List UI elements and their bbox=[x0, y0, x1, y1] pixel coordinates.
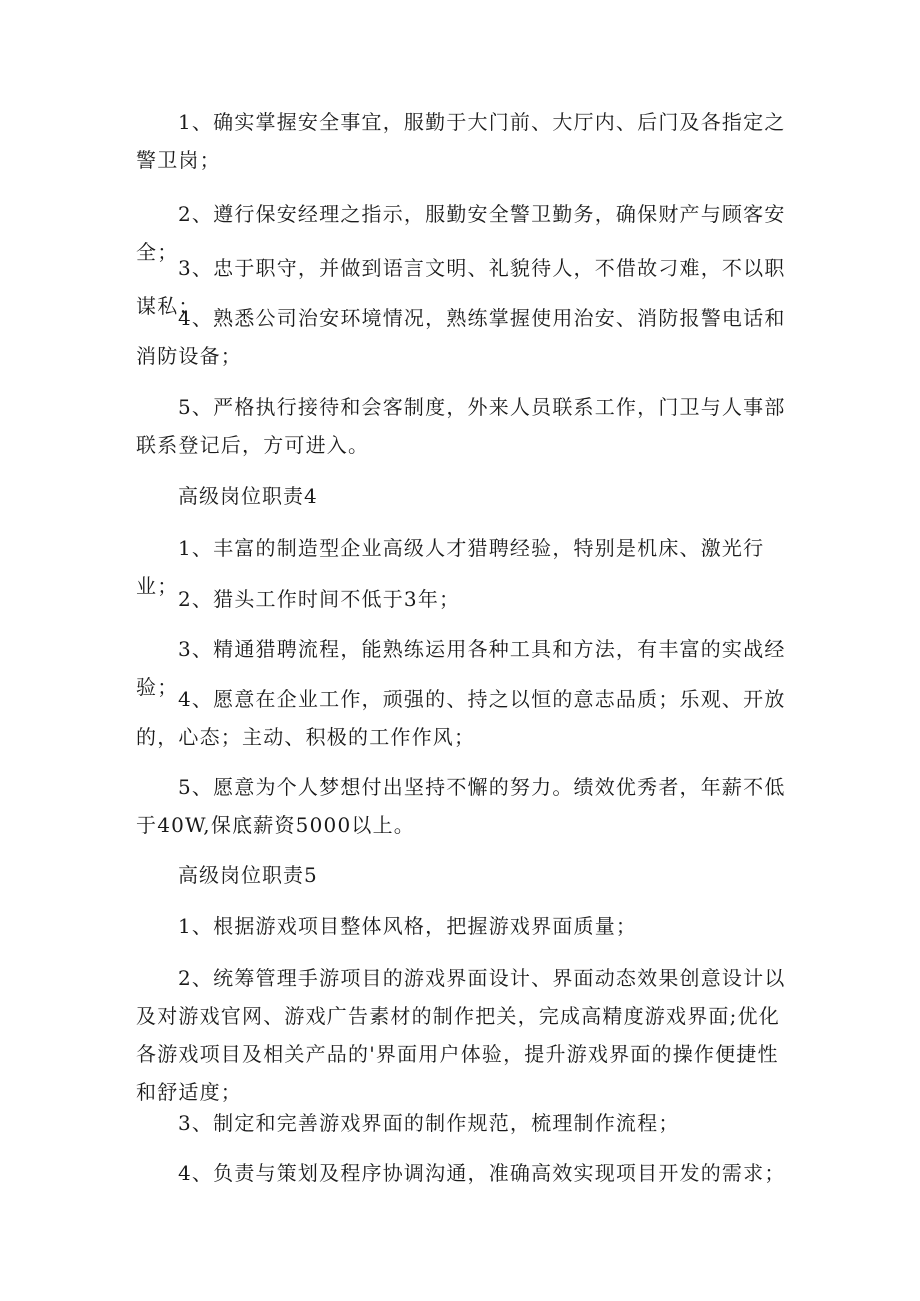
guard-item-2: 2、遵行保安经理之指示，服勤安全警卫勤务，确保财产与顾客安全； bbox=[136, 202, 786, 264]
guard-item-5: 5、严格执行接待和会客制度，外来人员联系工作，门卫与人事部联系登记后，方可进入。 bbox=[136, 395, 786, 457]
section5-item-3: 3、制定和完善游戏界面的制作规范，梳理制作流程； bbox=[178, 1111, 680, 1135]
section5-title: 高级岗位职责5 bbox=[178, 863, 318, 887]
section4-title: 高级岗位职责4 bbox=[178, 484, 318, 508]
guard-item-1: 1、确实掌握安全事宜，服勤于大门前、大厅内、后门及各指定之警卫岗； bbox=[136, 110, 786, 172]
section4-item-1: 1、丰富的制造型企业高级人才猎聘经验，特别是机床、激光行业； bbox=[136, 536, 765, 598]
guard-item-3: 3、忠于职守，并做到语言文明、礼貌待人，不借故刁难，不以职谋私； bbox=[136, 256, 786, 318]
section5-item-4: 4、负责与策划及程序协调沟通，准确高效实现项目开发的需求； bbox=[178, 1161, 786, 1185]
section5-item-2: 2、统筹管理手游项目的游戏界面设计、界面动态效果创意设计以及对游戏官网、游戏广告素材的制作把关，完成高精度游戏界面;优化各游戏项目及相关产品的'界面用户体验，提升游戏界面的操作便捷性和舒适度； bbox=[136, 966, 786, 1104]
section4-item-3: 3、精通猎聘流程，能熟练运用各种工具和方法，有丰富的实战经验； bbox=[136, 637, 786, 699]
section5-item-1: 1、根据游戏项目整体风格，把握游戏界面质量； bbox=[178, 914, 638, 938]
section4-item-4: 4、愿意在企业工作，顽强的、持之以恒的意志品质；乐观、开放的，心态；主动、积极的工作作风； bbox=[136, 687, 786, 749]
section4-item-5: 5、愿意为个人梦想付出坚持不懈的努力。绩效优秀者，年薪不低于40W,保底薪资5000以上。 bbox=[136, 775, 786, 837]
section4-item-2: 2、猎头工作时间不低于3年； bbox=[178, 587, 461, 611]
guard-item-4: 4、熟悉公司治安环境情况，熟练掌握使用治安、消防报警电话和消防设备； bbox=[136, 306, 786, 368]
